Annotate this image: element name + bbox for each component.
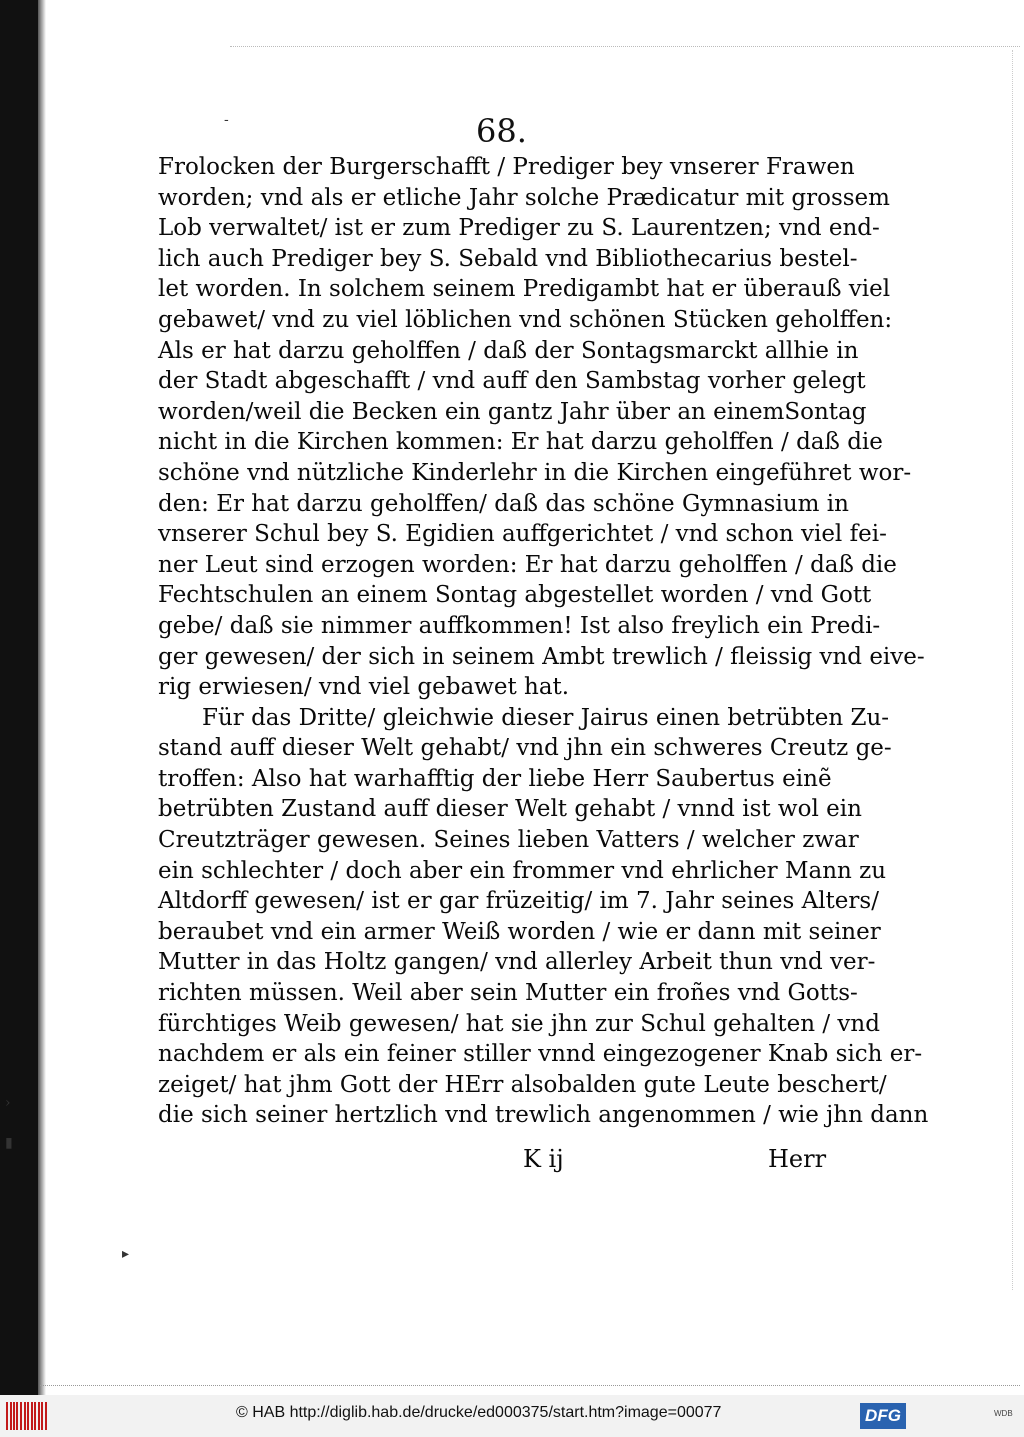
text-line: Für das Dritte/ gleichwie dieser Jairus einen betrübten Zu- [202, 704, 890, 731]
text-line: Frolocken der Burgerschafft / Prediger bey vnserer Frawen [158, 154, 855, 180]
text-line: gebe/ daß sie nimmer auffkommen! Ist also freylich ein Predi- [158, 612, 881, 639]
text-line: stand auff dieser Welt gehabt/ vnd jhn ein schweres Creutz ge- [158, 735, 892, 762]
text-line: Altdorff gewesen/ ist er gar früzeitig/ im 7. Jahr seines Alters/ [158, 888, 879, 915]
page-speck: ▸ [122, 1246, 130, 1262]
text-line: der Stadt abgeschafft / vnd auff den Sambstag vorher gelegt [158, 368, 866, 395]
signature-mark: K ij [523, 1145, 564, 1173]
gutter-gradient [38, 0, 46, 1395]
right-page-edge [1012, 50, 1013, 1290]
text-line: die sich seiner hertzlich vnd trewlich angenommen / wie jhn dann [158, 1102, 929, 1129]
book-spine-shadow [0, 0, 38, 1395]
wdb-mark: WDB [994, 1409, 1013, 1418]
page-body-text [158, 152, 929, 1131]
text-line: ein schlechter / doch aber ein frommer vnd ehrlicher Mann zu [158, 857, 887, 884]
text-line: Creutzträger gewesen. Seines lieben Vatters / welcher zwar [158, 827, 859, 854]
text-line: worden; vnd als er etliche Jahr solche Prædicatur mit grossem [158, 184, 890, 211]
text-line: rig erwiesen/ vnd viel gebawet hat. [158, 674, 570, 701]
catchword: Herr [768, 1145, 827, 1173]
text-line: Als er hat darzu geholffen / daß der Sontagsmarckt allhie in [158, 337, 859, 364]
text-line: Mutter in das Holtz gangen/ vnd allerley Arbeit thun vnd ver- [158, 949, 876, 976]
viewer-footer [0, 1395, 1024, 1437]
text-line: fürchtiges Weib gewesen/ hat sie jhn zur Schul gehalten / vnd [158, 1010, 880, 1037]
text-line: worden/weil die Becken ein gantz Jahr über an einemSontag [158, 398, 867, 425]
copyright-url-text[interactable]: © HAB http://diglib.hab.de/drucke/ed000375/start.htm?image=00077 [236, 1404, 722, 1421]
text-line: betrübten Zustand auff dieser Welt gehabt / vnnd ist wol ein [158, 796, 862, 823]
dfg-logo-icon: DFG [860, 1403, 906, 1429]
text-line: nachdem er als ein feiner stiller vnnd eingezogener Knab sich er- [158, 1041, 923, 1068]
text-line: beraubet vnd ein armer Weiß worden / wie er dann mit seiner [158, 918, 881, 945]
text-line: gebawet/ vnd zu viel löblichen vnd schönen Stücken geholffen: [158, 306, 893, 333]
text-line: schöne vnd nützliche Kinderlehr in die Kirchen eingeführet wor- [158, 459, 912, 486]
top-page-edge [230, 46, 1020, 47]
hab-logo-icon [6, 1402, 48, 1430]
bottom-page-edge [40, 1385, 1020, 1386]
text-line: Fechtschulen an einem Sontag abgestellet worden / vnd Gott [158, 582, 872, 609]
text-line: let worden. In solchem seinem Predigambt hat er überauß viel [158, 276, 891, 303]
text-line: troffen: Also hat warhafftig der liebe Herr Saubertus einẽ [158, 765, 832, 792]
page-number: 68. [476, 112, 527, 150]
text-line: ner Leut sind erzogen worden: Er hat darzu geholffen / daß die [158, 551, 897, 578]
text-line: ger gewesen/ der sich in seinem Ambt trewlich / fleissig vnd eive- [158, 643, 925, 670]
text-line: nicht in die Kirchen kommen: Er hat darzu geholffen / daß die [158, 429, 883, 456]
gutter-mark: › [5, 1095, 11, 1111]
gutter-mark: ▮ [5, 1135, 13, 1151]
text-line: lich auch Prediger bey S. Sebald vnd Bibliothecarius bestel- [158, 245, 858, 272]
text-line: den: Er hat darzu geholffen/ daß das schöne Gymnasium in [158, 490, 849, 517]
text-line: vnserer Schul bey S. Egidien auffgerichtet / vnd schon viel fei- [158, 521, 887, 548]
text-line: Lob verwaltet/ ist er zum Prediger zu S. Laurentzen; vnd end- [158, 215, 880, 242]
text-line: richten müssen. Weil aber sein Mutter ein froñes vnd Gotts- [158, 980, 858, 1007]
text-line: zeiget/ hat jhm Gott der HErr alsobalden gute Leute beschert/ [158, 1071, 887, 1098]
page-speck: - [224, 112, 229, 128]
